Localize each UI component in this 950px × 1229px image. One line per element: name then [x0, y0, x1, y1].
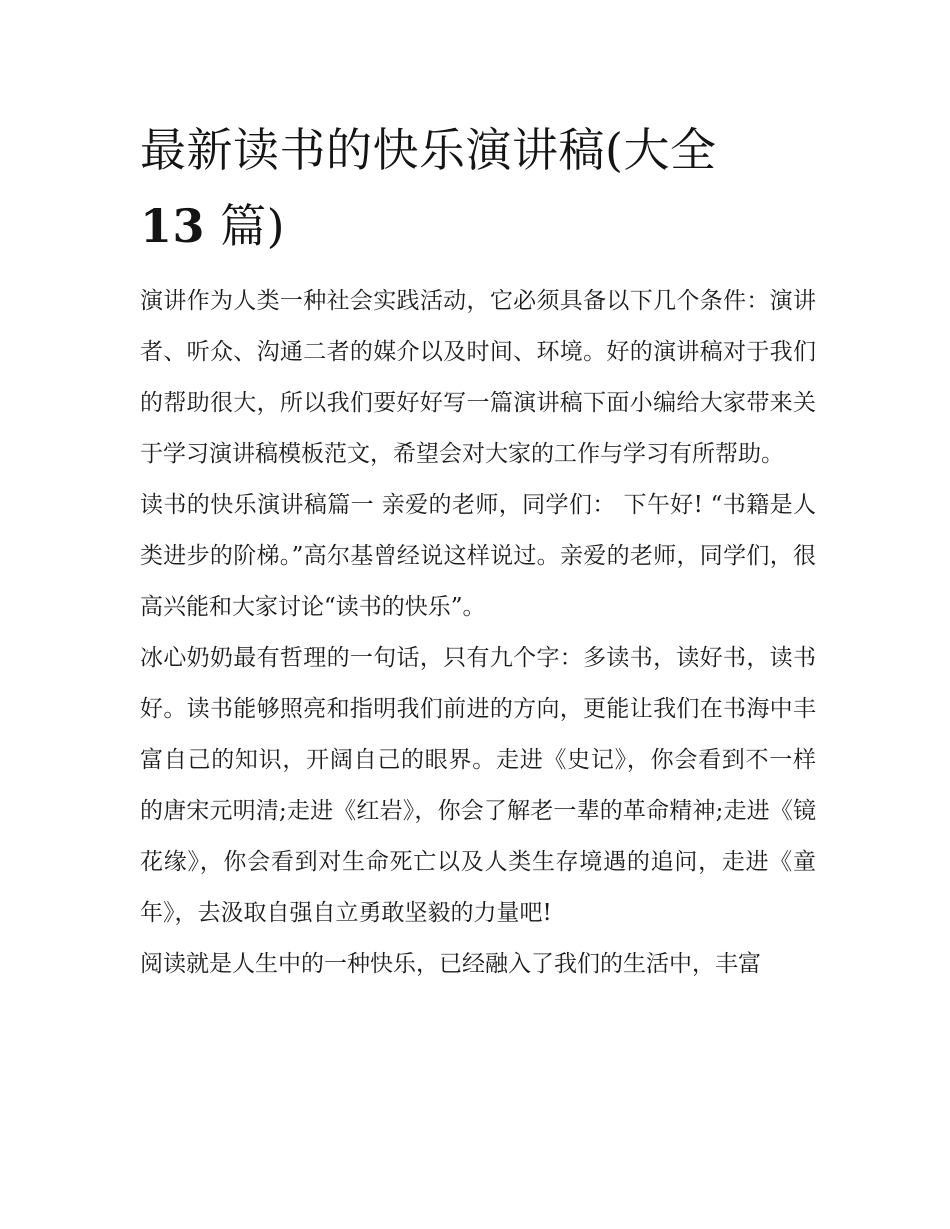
document-body	[140, 276, 816, 990]
title-line-1: 最新读书的快乐演讲稿(大全	[140, 123, 717, 177]
document-title	[140, 112, 820, 264]
title-line-2: 篇)	[205, 199, 286, 253]
paragraph-intro: 演讲作为人类一种社会实践活动，它必须具备以下几个条件：演讲者、听众、沟通二者的媒介以及时间、环境。好的演讲稿对于我们的帮助很大，所以我们要好好写一篇演讲稿下面小编给大家带来关于学习演讲稿模板范文，希望会对大家的工作与学习有所帮助。	[140, 288, 816, 467]
paragraph-greeting: 读书的快乐演讲稿篇一 亲爱的老师，同学们： 下午好! “书籍是人类进步的阶梯。”高尔基曾经说这样说过。亲爱的老师，同学们，很高兴能和大家讨论“读书的快乐”。	[140, 492, 816, 620]
title-number: 13	[140, 199, 206, 253]
paragraph-reading-joy: 阅读就是人生中的一种快乐，已经融入了我们的生活中，丰富	[140, 951, 761, 977]
paragraph-bingxin: 冰心奶奶最有哲理的一句话，只有九个字：多读书，读好书，读书好。读书能够照亮和指明我们前进的方向，更能让我们在书海中丰富自己的知识，开阔自己的眼界。走进《史记》，你会看到不一样的唐宋元明清;走进《红岩》，你会了解老一辈的革命精神;走进《镜花缘》，你会看到对生命死亡以及人类生存境遇的追问，走进《童年》，去汲取自强自立勇敢坚毅的力量吧!	[140, 645, 816, 926]
